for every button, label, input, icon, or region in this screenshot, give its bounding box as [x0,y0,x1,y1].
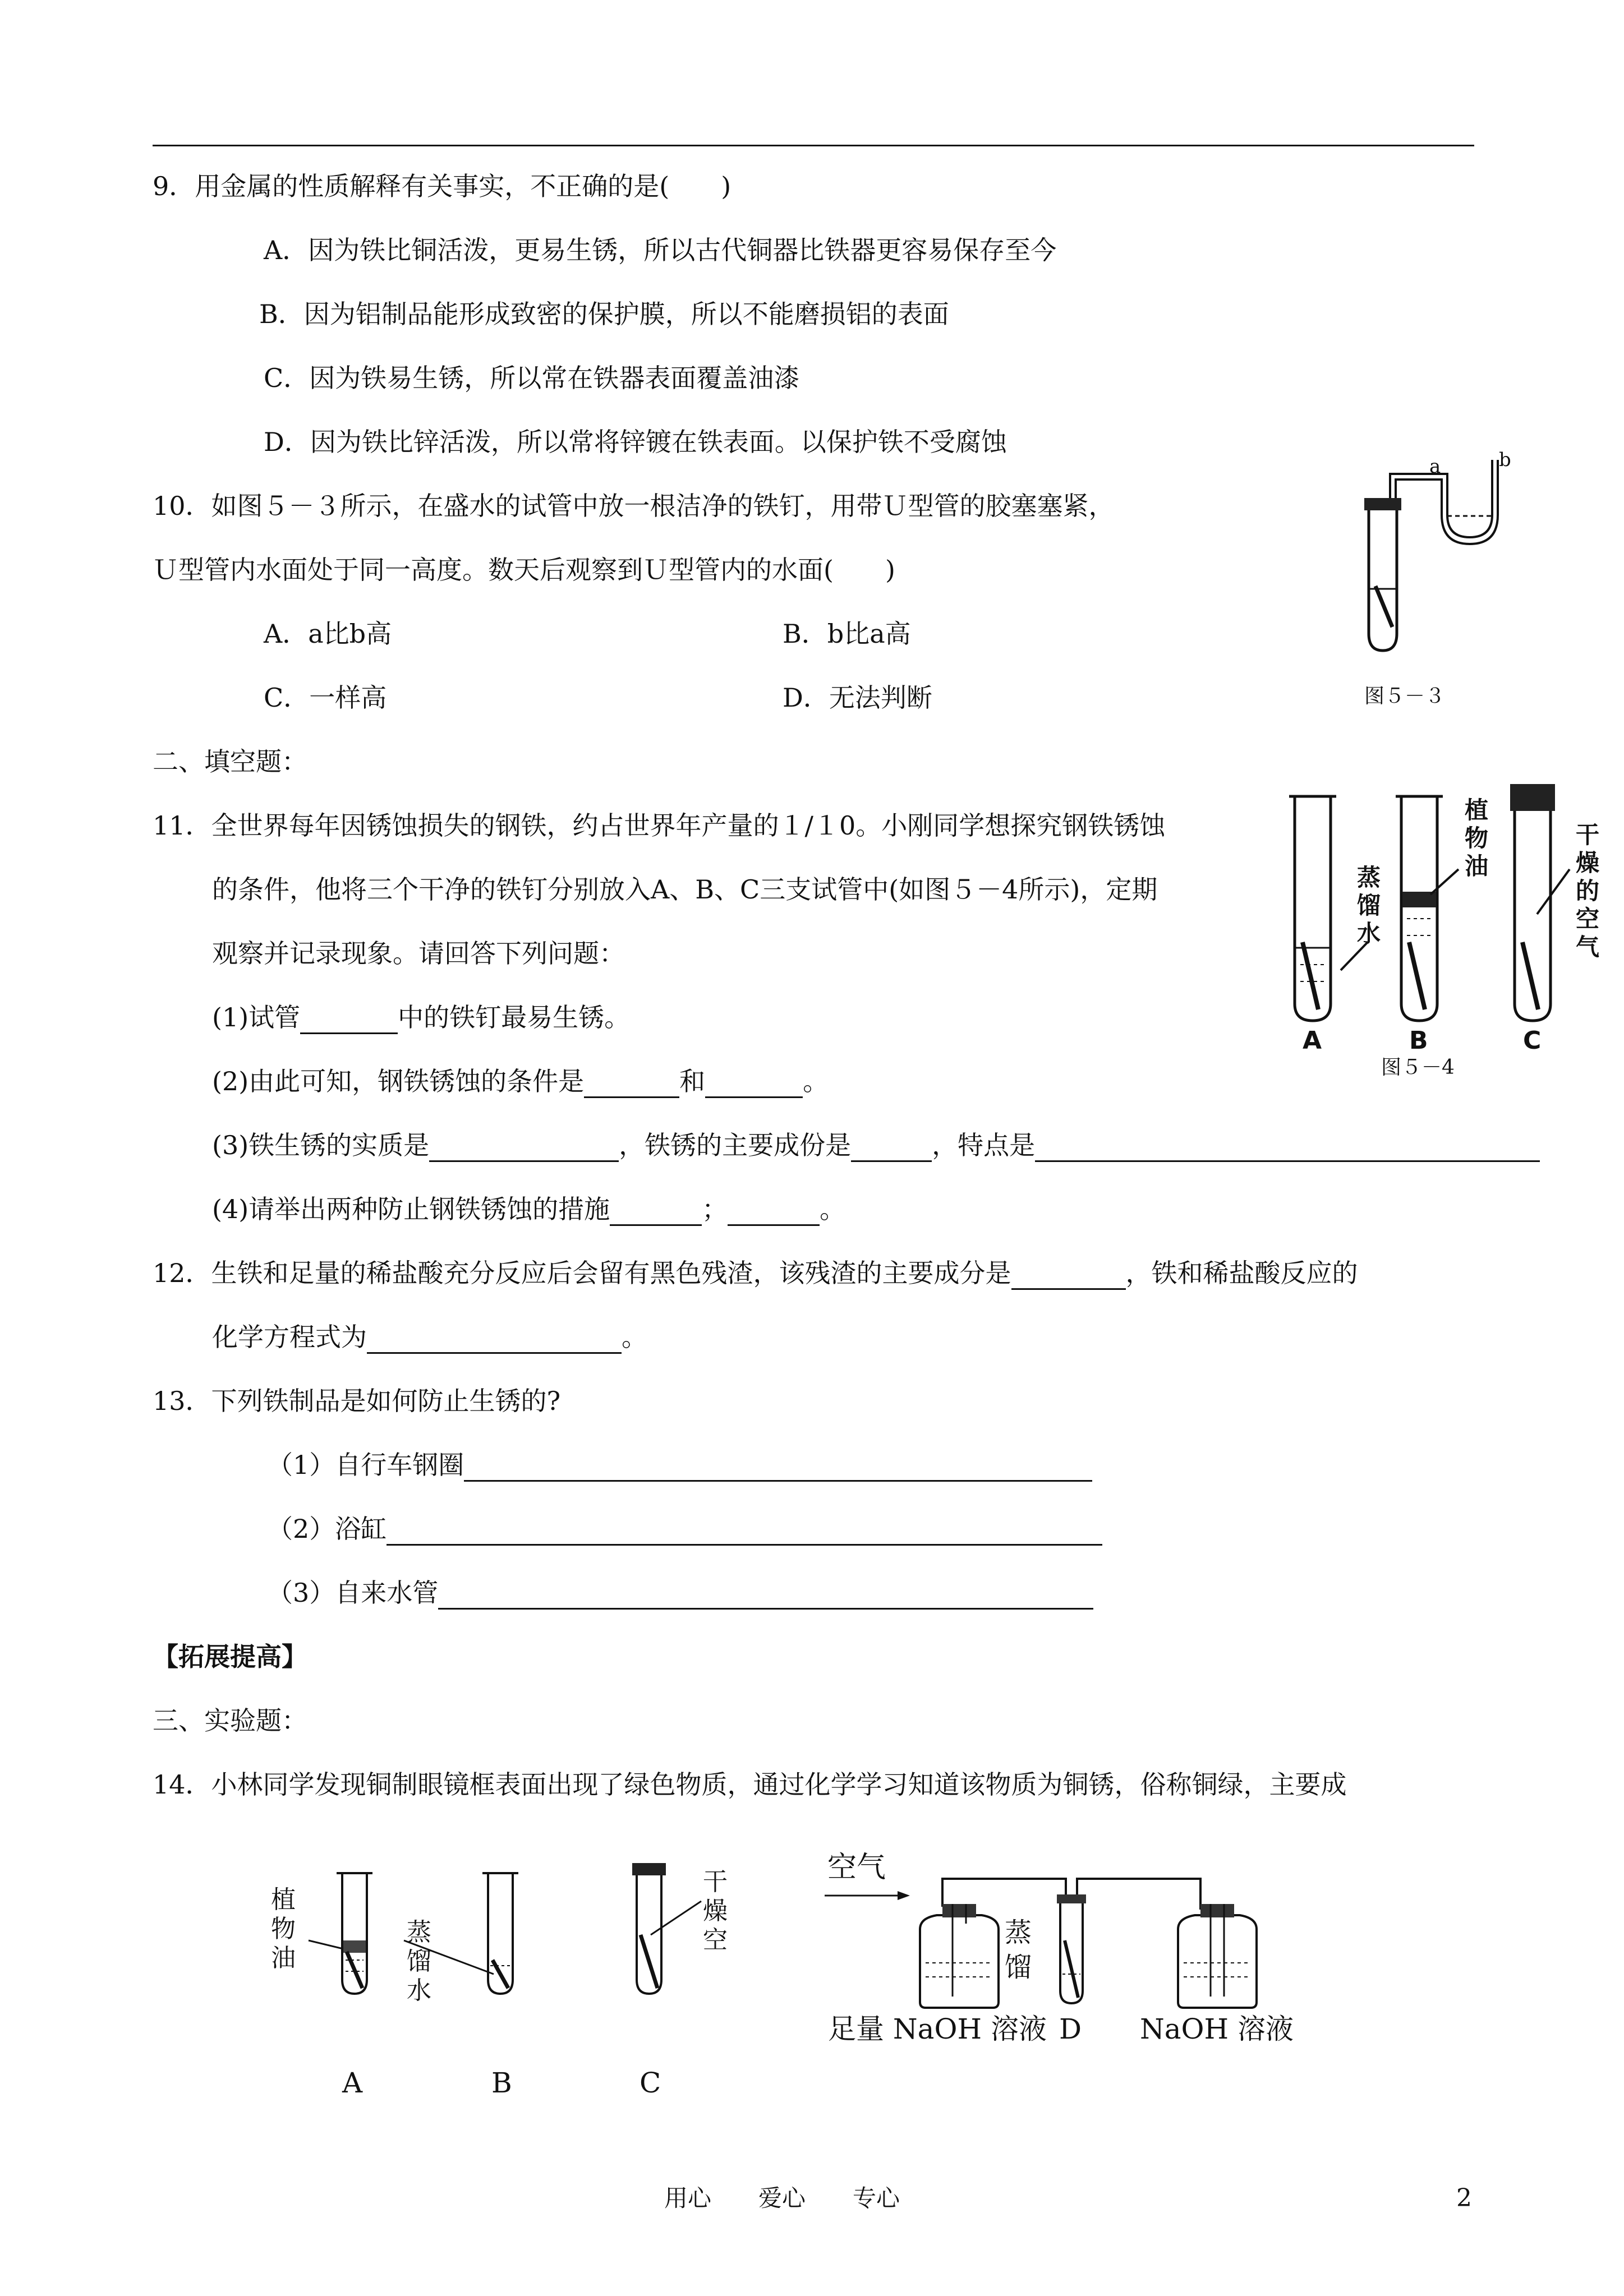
q9-option-c: C．因为铁易生锈，所以常在铁器表面覆盖油漆 [264,363,800,393]
answer-blank[interactable] [728,1198,820,1226]
section-fill-in-title: 二、填空题： [153,746,307,777]
label-distilled-water: 蒸馏水 [407,1918,431,2005]
figure-5-4 [1273,774,1621,1077]
section-extension-title: 【拓展提高】 [153,1642,307,1672]
answer-blank[interactable] [429,1135,619,1162]
q10-stem-line1: 10．如图５－３所示，在盛水的试管中放一根洁净的铁钉，用带Ｕ型管的胶塞塞紧， [153,491,1115,521]
answer-blank[interactable] [464,1454,1092,1482]
label-distilled: 蒸馏 [1004,1917,1032,1983]
page-number: 2 [1456,2184,1472,2212]
q14-line1: 14．小林同学发现铜制眼镜框表面出现了绿色物质，通过化学学习知道该物质为铜锈，俗称铜绿，主要成 [153,1769,1347,1800]
q10-option-a: A．a比b高 [264,619,392,649]
figure-5-4-caption: 图５－4 [1381,1056,1455,1079]
tube-c-label: C [1523,1026,1542,1055]
answer-blank[interactable] [705,1071,803,1098]
answer-blank[interactable] [1011,1262,1126,1290]
answer-blank[interactable] [300,1007,398,1034]
q13-item-3: （3）自来水管 [267,1576,1093,1610]
q11-sub2: (2)由此可知，钢铁锈蚀的条件是 和 。 [212,1064,829,1098]
label-dry-air: 干燥空 [703,1868,728,1954]
answer-blank[interactable] [851,1135,932,1162]
section-experiment-title: 三、实验题： [153,1705,307,1736]
label-tube-b: B [491,2067,512,2099]
figure-5-3 [1335,449,1520,712]
header-rule [153,145,1474,146]
label-tube-a: A [342,2067,363,2099]
figure-5-3-caption: 图５－３ [1364,685,1446,708]
q10-option-b: B．b比a高 [783,619,911,649]
q11-line2: 的条件，他将三个干净的铁钉分别放入A、B、C三支试管中(如图５－4所示)，定期 [212,874,1158,905]
answer-blank[interactable] [367,1326,622,1354]
q11-line1: 11．全世界每年因锈蚀损失的钢铁，约占世界年产量的１/１0。小刚同学想探究钢铁锈蚀 [153,810,1166,841]
q11-line3: 观察并记录现象。请回答下列问题： [212,938,625,969]
label-dry-air: 干燥的空气 [1575,821,1599,961]
q11-sub1: (1)试管 中的铁钉最易生锈。 [212,1001,630,1034]
label-b: b [1499,449,1511,471]
label-tube-d: D [1059,2013,1082,2045]
q9-option-b: B．因为铝制品能形成致密的保护膜，所以不能磨损铝的表面 [259,299,949,329]
q10-option-c: C．一样高 [264,683,387,713]
label-naoh-excess: 足量 NaOH 溶液 [828,2013,1047,2045]
q9-option-a: A．因为铁比铜活泼，更易生锈，所以古代铜器比铁器更容易保存至今 [264,235,1057,265]
label-a: a [1429,455,1441,478]
q9-option-d: D．因为铁比锌活泼，所以常将锌镀在铁表面。以保护铁不受腐蚀 [264,427,1007,457]
answer-blank[interactable] [438,1582,1093,1610]
q12-line2: 化学方程式为 。 [212,1320,647,1354]
label-vegetable-oil: 植物油 [271,1885,296,1972]
q9-stem: 9．用金属的性质解释有关事实，不正确的是( ) [153,171,732,201]
label-air: 空气 [827,1851,886,1884]
answer-blank[interactable] [387,1518,1102,1546]
q13-item-1: （1）自行车钢圈 [267,1448,1092,1482]
three-test-tubes-drawing [1273,774,1621,1077]
tube-b-label: B [1409,1026,1428,1055]
footer-motto: 用心 爱心 专心 [664,2184,900,2212]
label-naoh: NaOH 溶液 [1140,2013,1294,2045]
label-vegetable-oil: 植物油 [1464,796,1488,880]
q13-item-2: （2）浴缸 [267,1512,1102,1546]
answer-blank[interactable] [610,1198,702,1226]
q10-option-d: D．无法判断 [783,683,932,713]
tube-a-label: A [1303,1026,1322,1055]
q11-sub4: (4)请举出两种防止钢铁锈蚀的措施 ； 。 [212,1192,845,1226]
label-tube-c: C [640,2067,661,2099]
answer-blank[interactable] [1035,1135,1540,1162]
q13-stem: 13．下列铁制品是如何防止生锈的? [153,1386,561,1416]
answer-blank[interactable] [584,1071,679,1098]
q10-stem-line2: Ｕ型管内水面处于同一高度。数天后观察到Ｕ型管内的水面( ) [153,555,895,585]
u-tube-apparatus-drawing [1335,449,1520,712]
q12-line1: 12．生铁和足量的稀盐酸充分反应后会留有黑色残渣，该残渣的主要成分是 ，铁和稀盐酸反应的 [153,1256,1358,1290]
q11-sub3: (3)铁生锈的实质是 ，铁锈的主要成份是 ，特点是 [212,1128,1540,1162]
label-distilled-water: 蒸馏水 [1356,864,1381,947]
figure-copper-rust-experiment [258,1839,1358,2109]
